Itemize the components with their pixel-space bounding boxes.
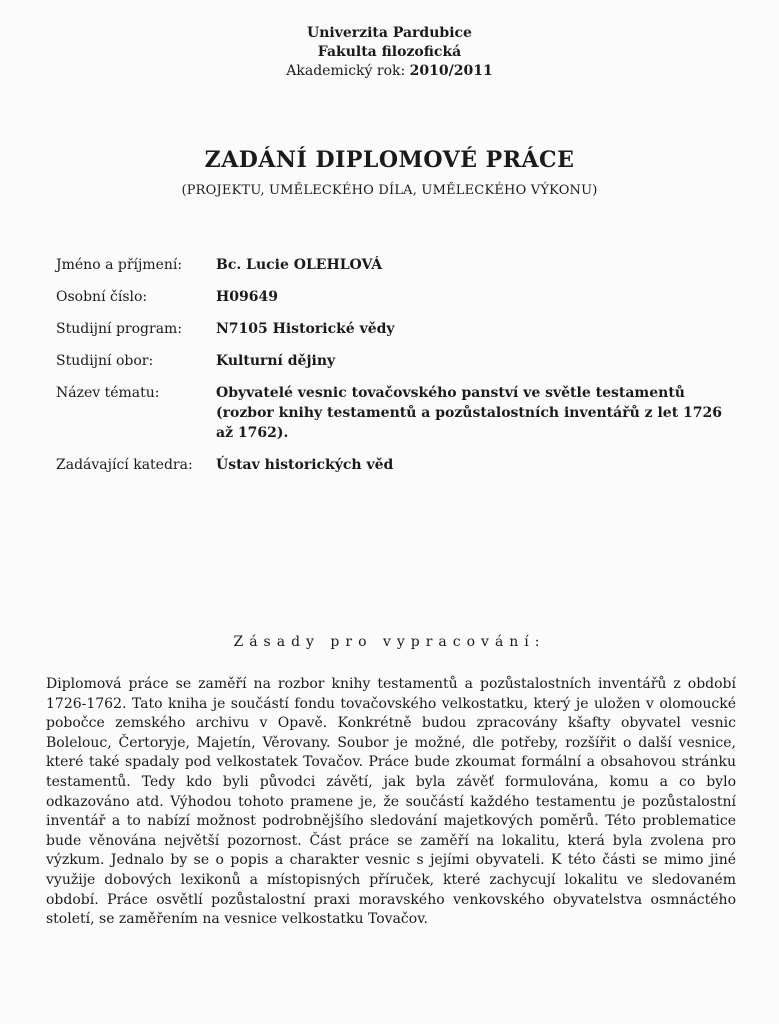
- info-label: Osobní číslo:: [56, 289, 148, 305]
- academic-year-value: 2010/2011: [409, 63, 493, 79]
- section-heading: Zásady pro vypracování:: [233, 634, 546, 650]
- info-label: Studijní obor:: [56, 353, 154, 369]
- section-body-text: Diplomová práce se zaměří na rozbor knihy testamentů a pozůstalostních inventářů z období 1726-1762. Tato kniha je součástí fondu tovačovského velkostatku, který je uložen v olomoucké pobočce zemského archivu v Opavě. Konkrétně budou zpracovány kšafty obyvatel vesnic Bolelouc, Čertoryje, Majetín, Věrovany. Soubor je možné, dle potřeby, rozšířit o další vesnice, které také spadaly pod velkostatek Tovačov. Práce bude zkoumat formální a obsahovou stránku testamentů. Tedy kdo byli původci závětí, jak byla závěť formulována, komu a co bylo odkazováno atd. Výhodou tohoto pramene je, že součástí každého testamentu je pozůstalostní inventář a to nabízí možnost podrobnějšího sledování majetkových poměrů. Této problematice bude věnována největší pozornost. Část práce se zaměří na lokalitu, která byla zvolena pro výzkum. Jednalo by se o popis a charakter vesnic s jejími obyvateli. K této části se mimo jiné využije dobových lexikonů a místopisných příruček, které zachycují lokalitu ve sledovaném období. Práce osvětlí pozůstalostní praxi moravského venkovského obyvatelstva osmnáctého století, se zaměřením na vesnice velkostatku Tovačov.: [46, 676, 736, 928]
- faculty-name: Fakulta filozofická: [317, 44, 462, 60]
- info-row-topic: [56, 383, 736, 443]
- info-value: Kulturní dějiny: [216, 353, 336, 369]
- info-value: Ústav historických věd: [216, 457, 394, 473]
- info-value: Bc. Lucie OLEHLOVÁ: [216, 257, 383, 273]
- info-label: Jméno a příjmení:: [56, 257, 183, 273]
- university-name: Univerzita Pardubice: [307, 25, 472, 41]
- info-value: N7105 Historické vědy: [216, 321, 395, 337]
- info-row-study-program: [56, 319, 736, 339]
- academic-year: [0, 62, 779, 81]
- info-row-name: [56, 255, 736, 275]
- student-info: [56, 255, 736, 487]
- info-label: Název tématu:: [56, 385, 160, 401]
- info-row-study-field: [56, 351, 736, 371]
- academic-year-label: Akademický rok:: [286, 63, 406, 79]
- info-label: Studijní program:: [56, 321, 183, 337]
- document-header: [0, 24, 779, 81]
- info-value: H09649: [216, 289, 278, 305]
- info-label: Zadávající katedra:: [56, 457, 193, 473]
- document-subtitle: (PROJEKTU, UMĚLECKÉHO DÍLA, UMĚLECKÉHO VÝKONU): [181, 183, 598, 198]
- info-row-personal-number: [56, 287, 736, 307]
- info-value: Obyvatelé vesnic tovačovského panství ve světle testamentů (rozbor knihy testamentů a pozůstalostních inventářů z let 1726 až 1762).: [216, 385, 723, 441]
- info-row-department: [56, 455, 736, 475]
- document-title: ZADÁNÍ DIPLOMOVÉ PRÁCE: [204, 147, 575, 173]
